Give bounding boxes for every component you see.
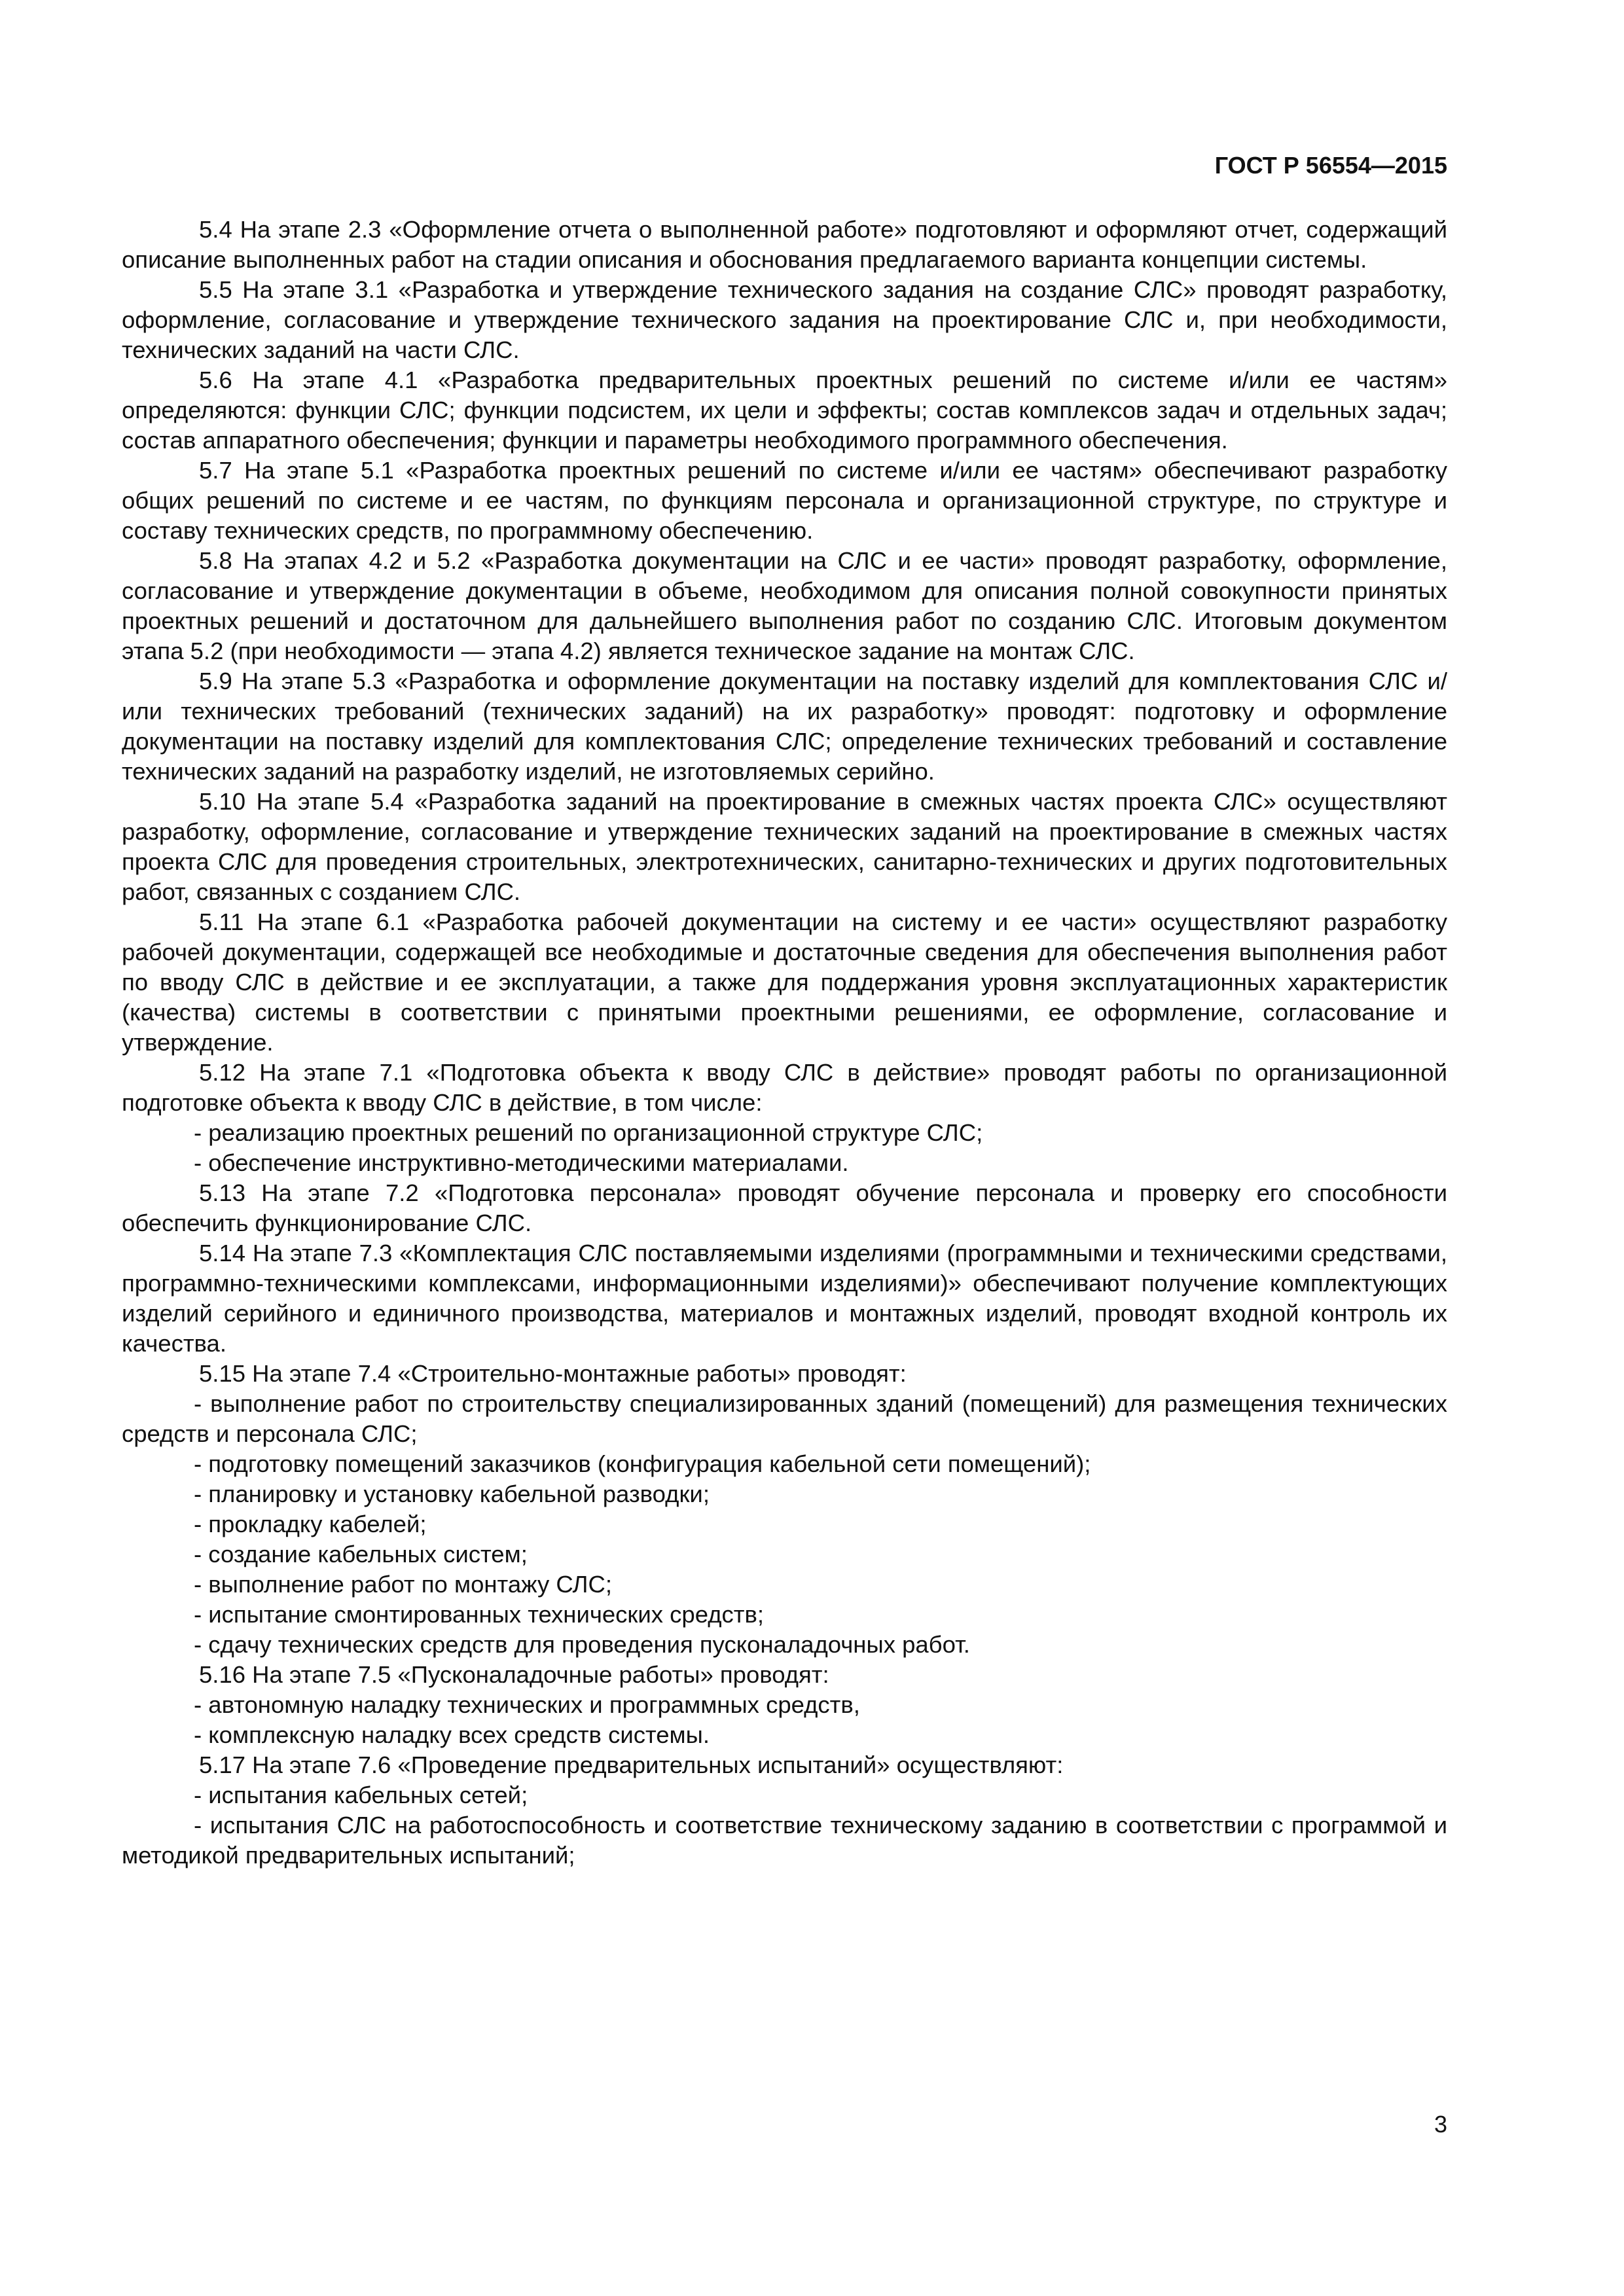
list-item: - автономную наладку технических и программных средств, [194,1691,860,1718]
list-item: - подготовку помещений заказчиков (конфигурация кабельной сети помещений); [194,1450,1091,1477]
list-item: - прокладку кабелей; [194,1511,427,1537]
document-body [122,215,1447,1871]
list-item: - планировку и установку кабельной разводки; [194,1480,710,1507]
paragraph-5-11: 5.11 На этапе 6.1 «Разработка рабочей документации на систему и ее части» осуществляют разработку рабочей документации, содержащей все необходимые и достаточные сведения для обеспечения выполнения работ по вводу СЛС в действие и ее эксплуатации, а также для поддержания уровня эксплуатационных характеристик (качества) системы в соответствии с принятыми проектными решениями, ее оформление, согласование и утверждение. [122,908,1447,1056]
paragraph-5-10: 5.10 На этапе 5.4 «Разработка заданий на проектирование в смежных частях проекта СЛС» осуществляют разработку, оформление, согласование и утверждение технических заданий на проектирование в смежных частях проекта СЛС для проведения строительных, электротехнических, санитарно-технических и других подготовительных работ, связанных с созданием СЛС. [122,788,1447,905]
paragraph-5-13: 5.13 На этапе 7.2 «Подготовка персонала» проводят обучение персонала и проверку его способности обеспечить функционирование СЛС. [122,1179,1447,1236]
list-item: - испытания СЛС на работоспособность и соответствие техническому заданию в соответствии с программой и методикой предварительных испытаний; [122,1812,1447,1869]
list-item: - реализацию проектных решений по организационной структуре СЛС; [194,1119,983,1146]
list-item: - сдачу технических средств для проведения пусконаладочных работ. [194,1631,970,1658]
paragraph-5-8: 5.8 На этапах 4.2 и 5.2 «Разработка документации на СЛС и ее части» проводят разработку, оформление, согласование и утверждение документации в объеме, необходимом для описания полной совокупности принятых проектных решений и достаточном для дальнейшего выполнения работ по созданию СЛС. Итоговым документом этапа 5.2 (при необходимости — этапа 4.2) является техническое задание на монтаж СЛС. [122,547,1447,664]
paragraph-5-9: 5.9 На этапе 5.3 «Разработка и оформление документации на поставку изделий для комплектования СЛС и/или технических требований (технических заданий) на их разработку» проводят: подготовку и оформление документации на поставку изделий для комплектования СЛС; определение технических требований и составление технических заданий на разработку изделий, не изготовляемых серийно. [122,668,1447,785]
paragraph-5-5: 5.5 На этапе 3.1 «Разработка и утверждение технического задания на создание СЛС» проводят разработку, оформление, согласование и утверждение технического задания на проектирование СЛС и, при необходимости, технических заданий на части СЛС. [122,276,1447,363]
paragraph-5-17: 5.17 На этапе 7.6 «Проведение предварительных испытаний» осуществляют: [199,1751,1064,1778]
list-item: - обеспечение инструктивно-методическими материалами. [194,1149,849,1176]
list-item: - испытание смонтированных технических средств; [194,1601,765,1628]
list-item: - выполнение работ по монтажу СЛС; [194,1571,612,1598]
list-item: - создание кабельных систем; [194,1541,528,1568]
paragraph-5-15: 5.15 На этапе 7.4 «Строительно-монтажные работы» проводят: [199,1360,907,1387]
list-item: - комплексную наладку всех средств системы. [194,1721,710,1748]
paragraph-5-6: 5.6 На этапе 4.1 «Разработка предварительных проектных решений по системе и/или ее частям» определяются: функции СЛС; функции подсистем, их цели и эффекты; состав комплексов задач и отдельных задач; состав аппаратного обеспечения; функции и параметры необходимого программного обеспечения. [122,367,1447,454]
paragraph-5-12: 5.12 На этапе 7.1 «Подготовка объекта к вводу СЛС в действие» проводят работы по организационной подготовке объекта к вводу СЛС в действие, в том числе: [122,1059,1447,1116]
list-item: - выполнение работ по строительству специализированных зданий (помещений) для размещения технических средств и персонала СЛС; [122,1390,1447,1447]
document-id-header: ГОСТ Р 56554—2015 [1214,152,1447,179]
paragraph-5-16: 5.16 На этапе 7.5 «Пусконаладочные работы» проводят: [199,1661,829,1688]
paragraph-5-4: 5.4 На этапе 2.3 «Оформление отчета о выполненной работе» подготовляют и оформляют отчет, содержащий описание выполненных работ на стадии описания и обоснования предлагаемого варианта концепции системы. [122,216,1447,273]
paragraph-5-7: 5.7 На этапе 5.1 «Разработка проектных решений по системе и/или ее частям» обеспечивают разработку общих решений по системе и ее частям, по функциям персонала и организационной структуре, по структуре и составу технических средств, по программному обеспечению. [122,457,1447,544]
page-number: 3 [1434,2111,1447,2138]
paragraph-5-14: 5.14 На этапе 7.3 «Комплектация СЛС поставляемыми изделиями (программными и техническими средствами, программно-техническими комплексами, информационными изделиями)» обеспечивают получение комплектующих изделий серийного и единичного производства, материалов и монтажных изделий, проводят входной контроль их качества. [122,1240,1447,1357]
list-item: - испытания кабельных сетей; [194,1782,528,1808]
